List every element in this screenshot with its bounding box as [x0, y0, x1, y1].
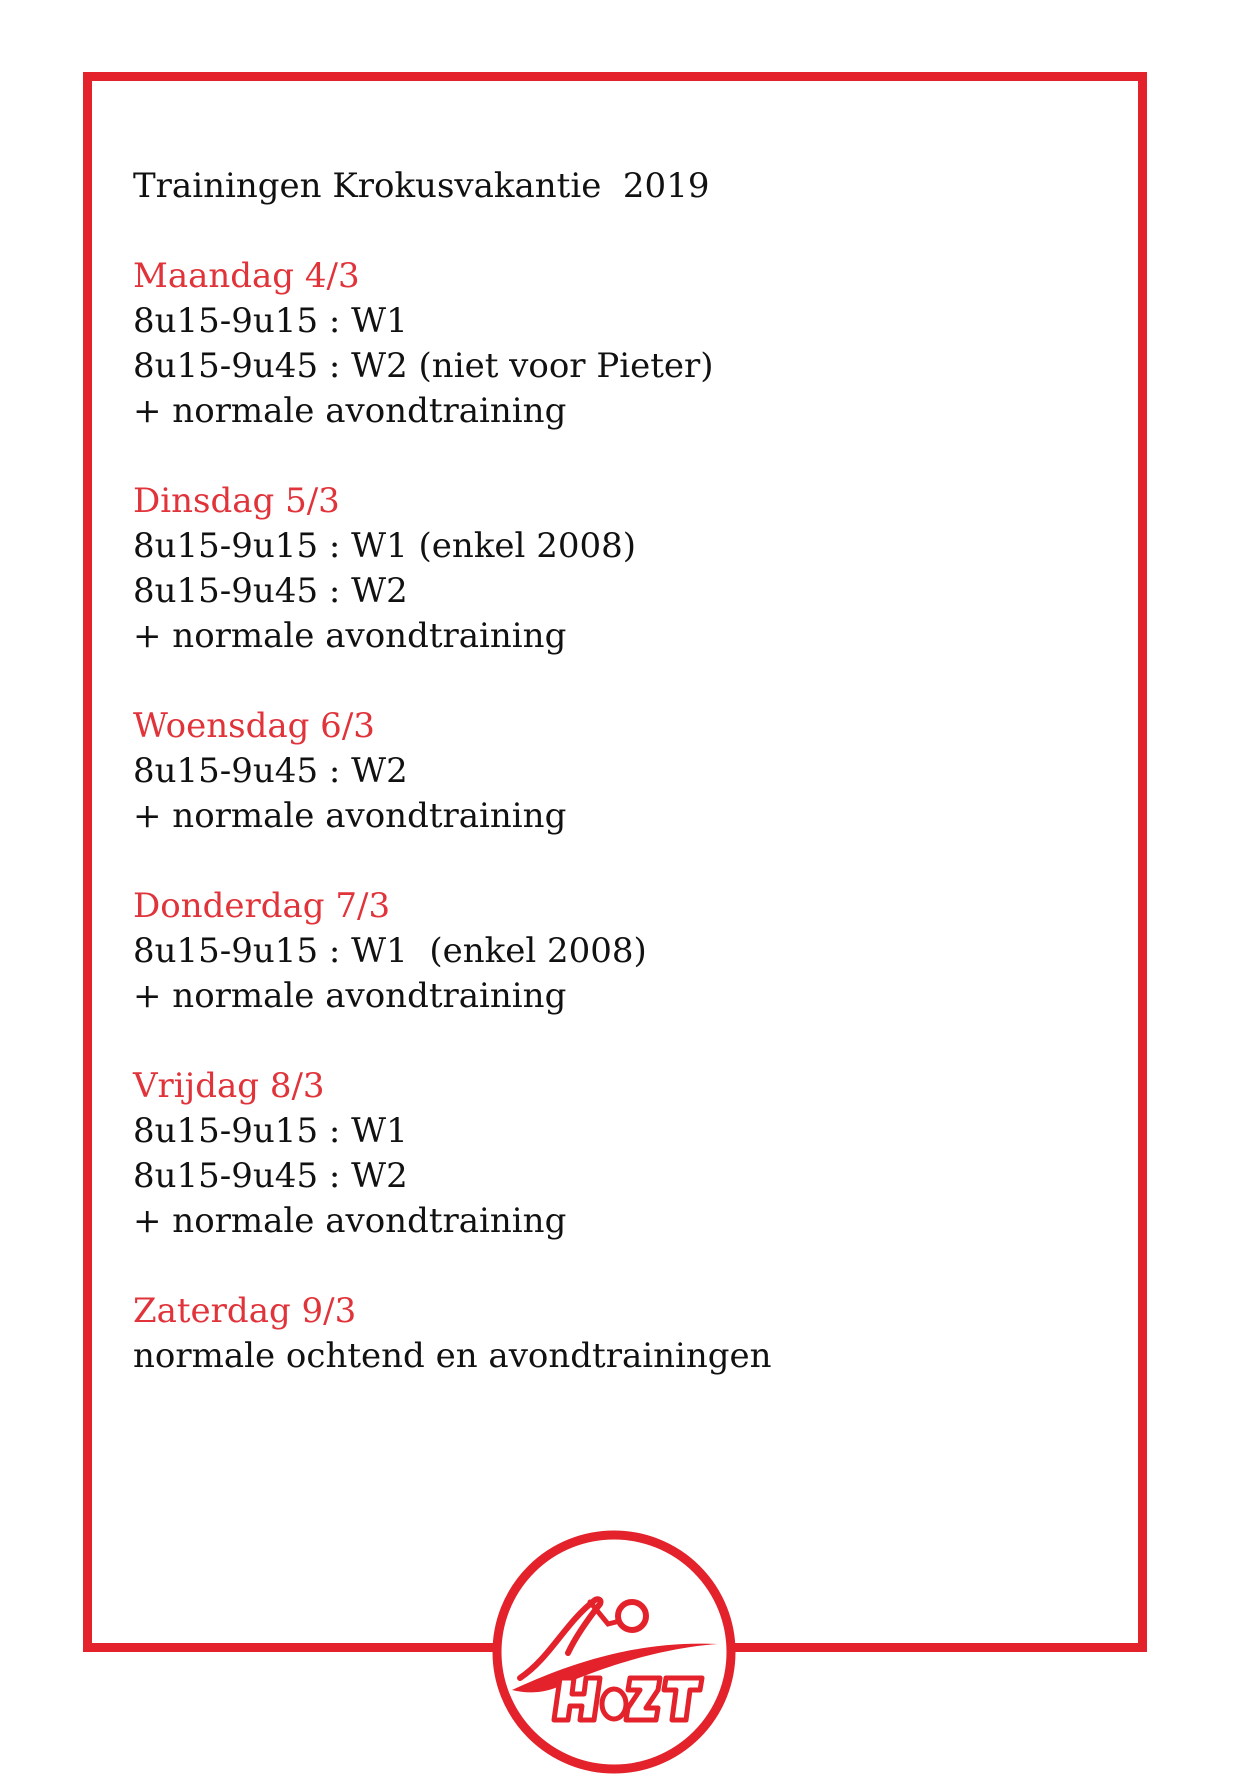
day-heading: Maandag 4/3: [133, 256, 360, 296]
club-logo: [490, 1528, 738, 1776]
schedule-line: + normale avondtraining: [133, 976, 567, 1016]
page-title: Trainingen Krokusvakantie 2019: [133, 166, 710, 206]
schedule-line: + normale avondtraining: [133, 616, 567, 656]
schedule-line: 8u15-9u15 : W1 (enkel 2008): [133, 931, 647, 971]
schedule-content: [133, 164, 1113, 1424]
schedule-line: + normale avondtraining: [133, 391, 567, 431]
schedule-line: 8u15-9u15 : W1: [133, 301, 408, 341]
day-block-thursday: [133, 884, 1113, 1019]
day-heading: Woensdag 6/3: [133, 706, 375, 746]
day-heading: Vrijdag 8/3: [133, 1066, 325, 1106]
day-block-saturday: [133, 1289, 1113, 1379]
schedule-line: normale ochtend en avondtrainingen: [133, 1336, 772, 1376]
day-heading: Dinsdag 5/3: [133, 481, 340, 521]
day-block-monday: [133, 254, 1113, 434]
schedule-line: 8u15-9u45 : W2: [133, 1156, 408, 1196]
schedule-line: 8u15-9u45 : W2: [133, 571, 408, 611]
schedule-line: 8u15-9u45 : W2: [133, 751, 408, 791]
day-block-wednesday: [133, 704, 1113, 839]
schedule-line: + normale avondtraining: [133, 796, 567, 836]
schedule-line: + normale avondtraining: [133, 1201, 567, 1241]
day-heading: Zaterdag 9/3: [133, 1291, 357, 1331]
schedule-line: 8u15-9u15 : W1 (enkel 2008): [133, 526, 637, 566]
day-block-friday: [133, 1064, 1113, 1244]
schedule-line: 8u15-9u45 : W2 (niet voor Pieter): [133, 346, 714, 386]
schedule-line: 8u15-9u15 : W1: [133, 1111, 408, 1151]
swimmer-logo-icon: [490, 1528, 738, 1776]
day-heading: Donderdag 7/3: [133, 886, 391, 926]
day-block-tuesday: [133, 479, 1113, 659]
